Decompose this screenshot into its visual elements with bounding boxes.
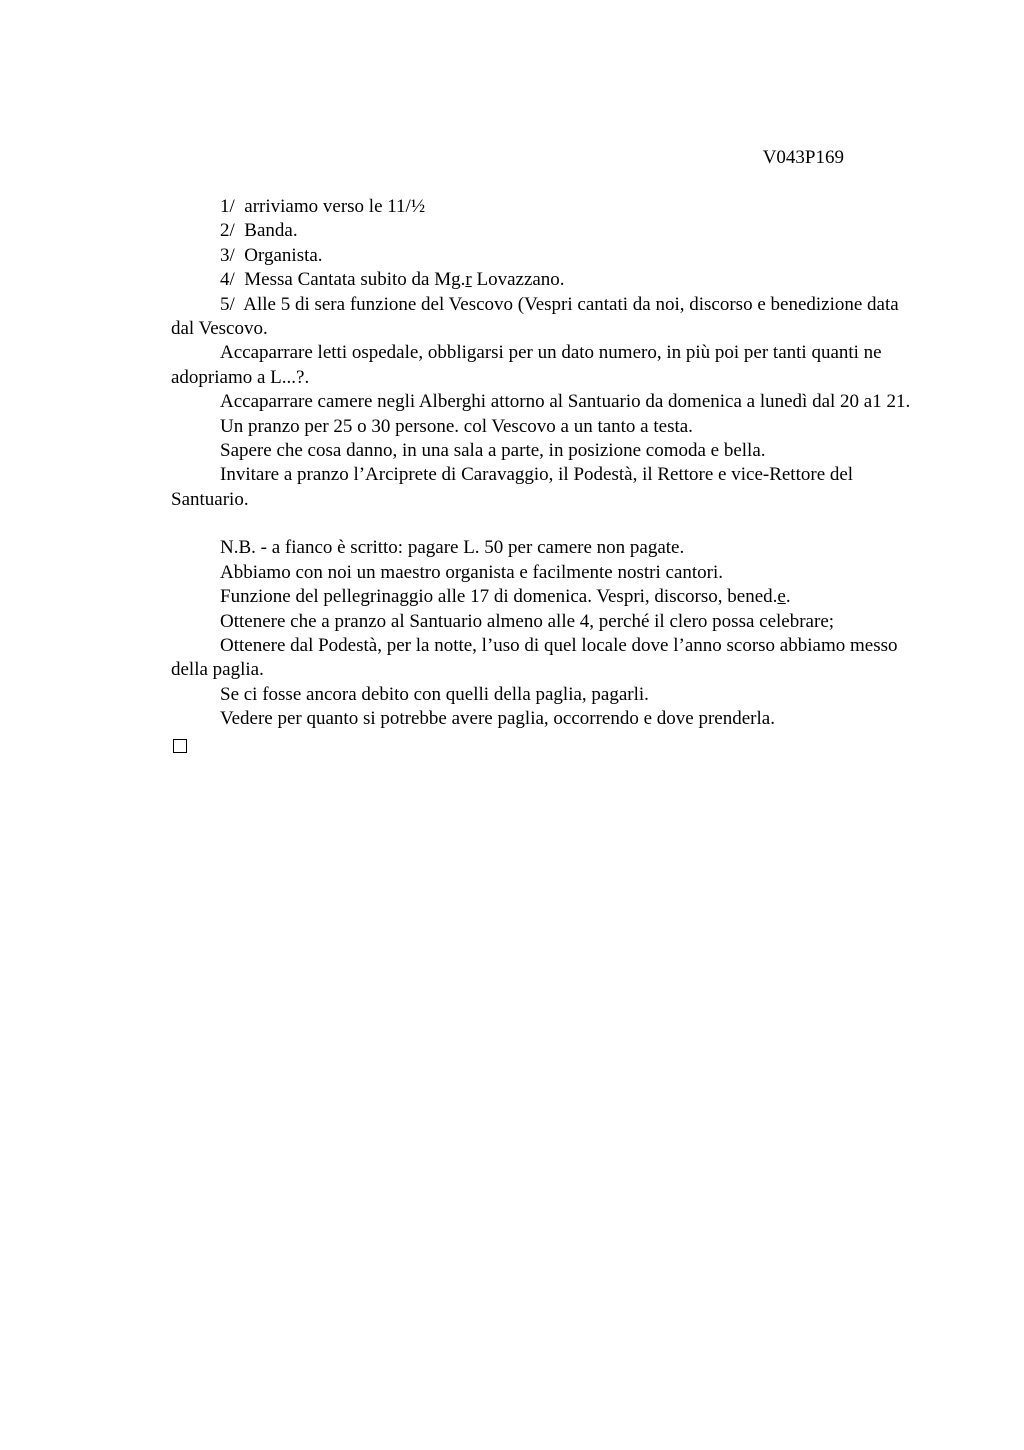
item-text-after: Lovazzano. — [471, 269, 565, 291]
empty-square-icon — [173, 739, 187, 753]
list-item — [171, 219, 911, 243]
item-text-before: Messa Cantata subito da Mg. — [244, 269, 466, 291]
item-text-underlined: r — [465, 269, 472, 291]
list-item — [171, 293, 911, 342]
paragraph-camere: Accaparrare camere negli Alberghi attorno al Santuario da domenica a lunedì dal 20 a1 21. — [220, 391, 911, 413]
item-number: 3/ — [220, 244, 235, 266]
note-funzione-underlined: e — [777, 586, 786, 608]
note-organista: Abbiamo con noi un maestro organista e facilmente nostri cantori. — [220, 561, 724, 583]
item-text: arriviamo verso le 11/½ — [244, 196, 426, 217]
item-number: 4/ — [220, 269, 235, 291]
list-item — [171, 195, 911, 219]
paragraph-sala: Sapere che cosa danno, in una sala a parte, in posizione comoda e bella. — [220, 440, 766, 462]
item-number: 2/ — [220, 220, 235, 242]
note-pranzo: Ottenere che a pranzo al Santuario almeno alle 4, perché il clero possa celebrare; — [220, 610, 835, 632]
item-number: 5/ — [220, 293, 235, 315]
item-text: Alle 5 di sera funzione del Vescovo (Vespri cantati da noi, discorso e benedizione data dal Vescovo. — [171, 293, 899, 340]
page-id: V043P169 — [762, 147, 844, 168]
note-funzione — [171, 585, 911, 609]
note-locale: Ottenere dal Podestà, per la notte, l’uso di quel locale dove l’anno scorso abbiamo messo della paglia. — [171, 634, 898, 681]
paragraph-pranzo: Un pranzo per 25 o 30 persone. col Vescovo a un tanto a testa. — [220, 415, 693, 437]
list-item — [171, 244, 911, 268]
note-debito: Se ci fosse ancora debito con quelli della paglia, pagarli. — [220, 683, 649, 705]
document-body — [171, 195, 911, 753]
list-item — [171, 268, 911, 292]
note-funzione-text: Funzione del pellegrinaggio alle 17 di domenica. Vespri, discorso, bened. — [220, 586, 778, 608]
item-number: 1/ — [220, 196, 235, 217]
paragraph-invitare: Invitare a pranzo l’Arciprete di Caravaggio, il Podestà, il Rettore e vice-Rettore del Santuario. — [171, 464, 854, 510]
paragraph-letti: Accaparrare letti ospedale, obbligarsi per un dato numero, in più poi per tanti quanti ne adopriamo a L...?. — [171, 342, 882, 388]
item-text: Organista. — [244, 244, 323, 266]
item-text: Banda. — [244, 220, 298, 242]
note-nb: N.B. - a fianco è scritto: pagare L. 50 per camere non pagate. — [220, 537, 685, 559]
note-funzione-after: . — [785, 586, 791, 608]
note-paglia: Vedere per quanto si potrebbe avere paglia, occorrendo e dove prenderla. — [220, 708, 775, 730]
